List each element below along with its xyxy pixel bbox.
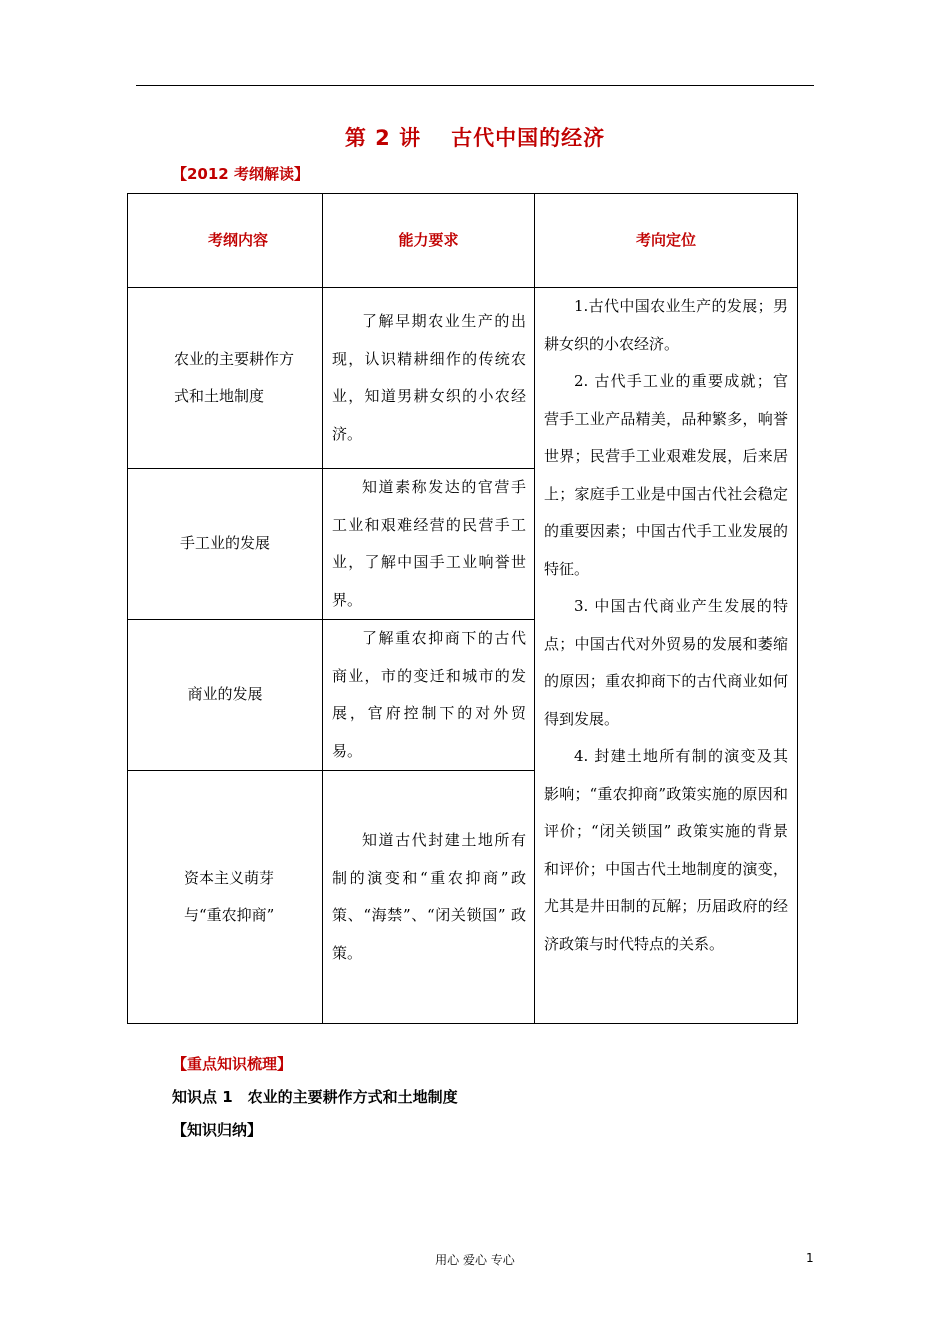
table-row	[128, 288, 798, 469]
ability-cell: 知道古代封建土地所有制的演变和“重农抑商”政策、“海禁”、“闭关锁国” 政策。	[323, 771, 535, 1024]
column-header-orientation: 考向定位	[535, 194, 798, 288]
page-title	[0, 122, 950, 152]
syllabus-table	[127, 193, 798, 1024]
syllabus-heading: 【2012 考纲解读】	[172, 165, 309, 183]
content-cell: 手工业的发展	[128, 469, 323, 620]
header-rule	[136, 85, 814, 86]
orientation-item: 4. 封建土地所有制的演变及其影响；“重农抑商”政策实施的原因和评价；“闭关锁国” 政策实施的背景和评价；中国古代土地制度的演变，尤其是井田制的瓦解；历届政府的经济政策与时代特点的关系。	[544, 747, 788, 953]
content-cell: 商业的发展	[128, 620, 323, 771]
title-topic: 古代中国的经济	[451, 126, 606, 150]
orientation-item: 1.古代中国农业生产的发展；男耕女织的小农经济。	[544, 297, 788, 353]
column-header-content: 考纲内容	[128, 194, 323, 288]
ability-cell: 了解重农抑商下的古代商业，市的变迁和城市的发展，官府控制下的对外贸易。	[323, 620, 535, 771]
orientation-item: 2. 古代手工业的重要成就；官营手工业产品精美，品种繁多，响誉世界；民营手工业艰难发展，后来居上；家庭手工业是中国古代社会稳定的重要因素；中国古代手工业发展的特征。	[544, 372, 788, 578]
summary-heading: 【知识归纳】	[172, 1121, 263, 1139]
orientation-cell	[535, 288, 798, 1024]
content-cell: 农业的主要耕作方式和土地制度	[128, 288, 323, 469]
orientation-item: 3. 中国古代商业产生发展的特点；中国古代对外贸易的发展和萎缩的原因；重农抑商下的古代商业如何得到发展。	[544, 597, 788, 728]
title-lecture: 第 2 讲	[344, 126, 422, 150]
key-points-heading: 【重点知识梳理】	[172, 1055, 293, 1073]
page-number: 1	[806, 1251, 814, 1265]
knowledge-point-title: 知识点 1 农业的主要耕作方式和土地制度	[172, 1088, 458, 1106]
ability-cell: 了解早期农业生产的出现，认识精耕细作的传统农业，知道男耕女织的小农经济。	[323, 288, 535, 469]
content-cell: 资本主义萌芽与“重农抑商”	[128, 771, 323, 1024]
ability-cell: 知道素称发达的官营手工业和艰难经营的民营手工业，了解中国手工业响誉世界。	[323, 469, 535, 620]
footer-slogan: 用心 爱心 专心	[435, 1253, 515, 1267]
column-header-ability: 能力要求	[323, 194, 535, 288]
table-header-row	[128, 194, 798, 288]
